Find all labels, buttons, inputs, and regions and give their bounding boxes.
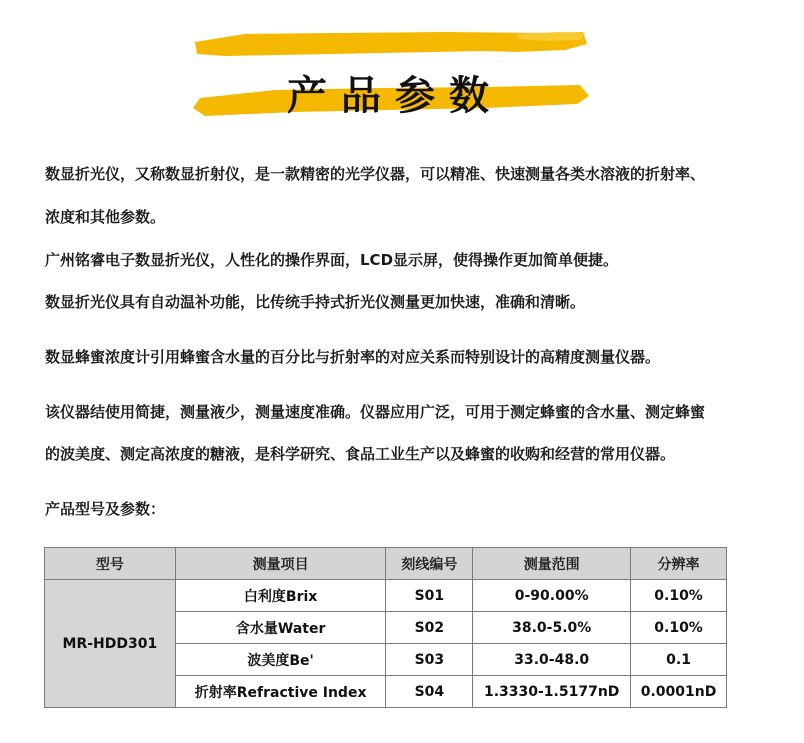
cell-range: 0-90.00% (473, 580, 631, 612)
header-resolution: 分辨率 (631, 548, 727, 580)
page-title: 产品参数 (287, 73, 503, 119)
cell-resolution: 0.0001nD (631, 676, 727, 708)
header-item: 测量项目 (175, 548, 386, 580)
header-code: 刻线编号 (386, 548, 473, 580)
cell-range: 1.3330-1.5177nD (473, 676, 631, 708)
section-heading: 产品型号及参数： (45, 500, 166, 518)
spec-table (44, 547, 727, 708)
header-range: 测量范围 (473, 548, 631, 580)
cell-resolution: 0.10% (631, 580, 727, 612)
cell-range: 38.0-5.0% (473, 612, 631, 644)
intro-paragraph-line-3: 广州铭睿电子数显折光仪，人性化的操作界面，LCD显示屏，使得操作更加简单便捷。 (45, 251, 619, 269)
title-banner (185, 30, 605, 120)
cell-range: 33.0-48.0 (473, 644, 631, 676)
intro-paragraph-line-7: 的波美度、测定高浓度的糖液，是科学研究、食品工业生产以及蜂蜜的收购和经营的常用仪器。 (45, 445, 676, 463)
header-model: 型号 (45, 548, 176, 580)
cell-resolution: 0.1 (631, 644, 727, 676)
cell-item: 波美度Be' (175, 644, 386, 676)
intro-paragraph-line-6: 该仪器结使用简捷，测量液少，测量速度准确。仪器应用广泛，可用于测定蜂蜜的含水量、测定蜂蜜 (45, 403, 706, 421)
cell-item: 白利度Brix (175, 580, 386, 612)
cell-item: 含水量Water (175, 612, 386, 644)
cell-resolution: 0.10% (631, 612, 727, 644)
cell-item: 折射率Refractive Index (175, 676, 386, 708)
model-cell: MR-HDD301 (45, 580, 176, 708)
table-header-row (45, 548, 727, 580)
intro-paragraph-line-5: 数显蜂蜜浓度计引用蜂蜜含水量的百分比与折射率的对应关系而特别设计的高精度测量仪器。 (45, 348, 661, 366)
cell-code: S01 (386, 580, 473, 612)
cell-code: S04 (386, 676, 473, 708)
cell-code: S02 (386, 612, 473, 644)
table-row (45, 580, 727, 612)
intro-paragraph-line-1: 数显折光仪，又称数显折射仪，是一款精密的光学仪器，可以精准、快速测量各类水溶液的折射率、 (45, 165, 706, 183)
cell-code: S03 (386, 644, 473, 676)
intro-paragraph-line-4: 数显折光仪具有自动温补功能，比传统手持式折光仪测量更加快速，准确和清晰。 (45, 293, 586, 311)
intro-paragraph-line-2: 浓度和其他参数。 (45, 208, 166, 226)
